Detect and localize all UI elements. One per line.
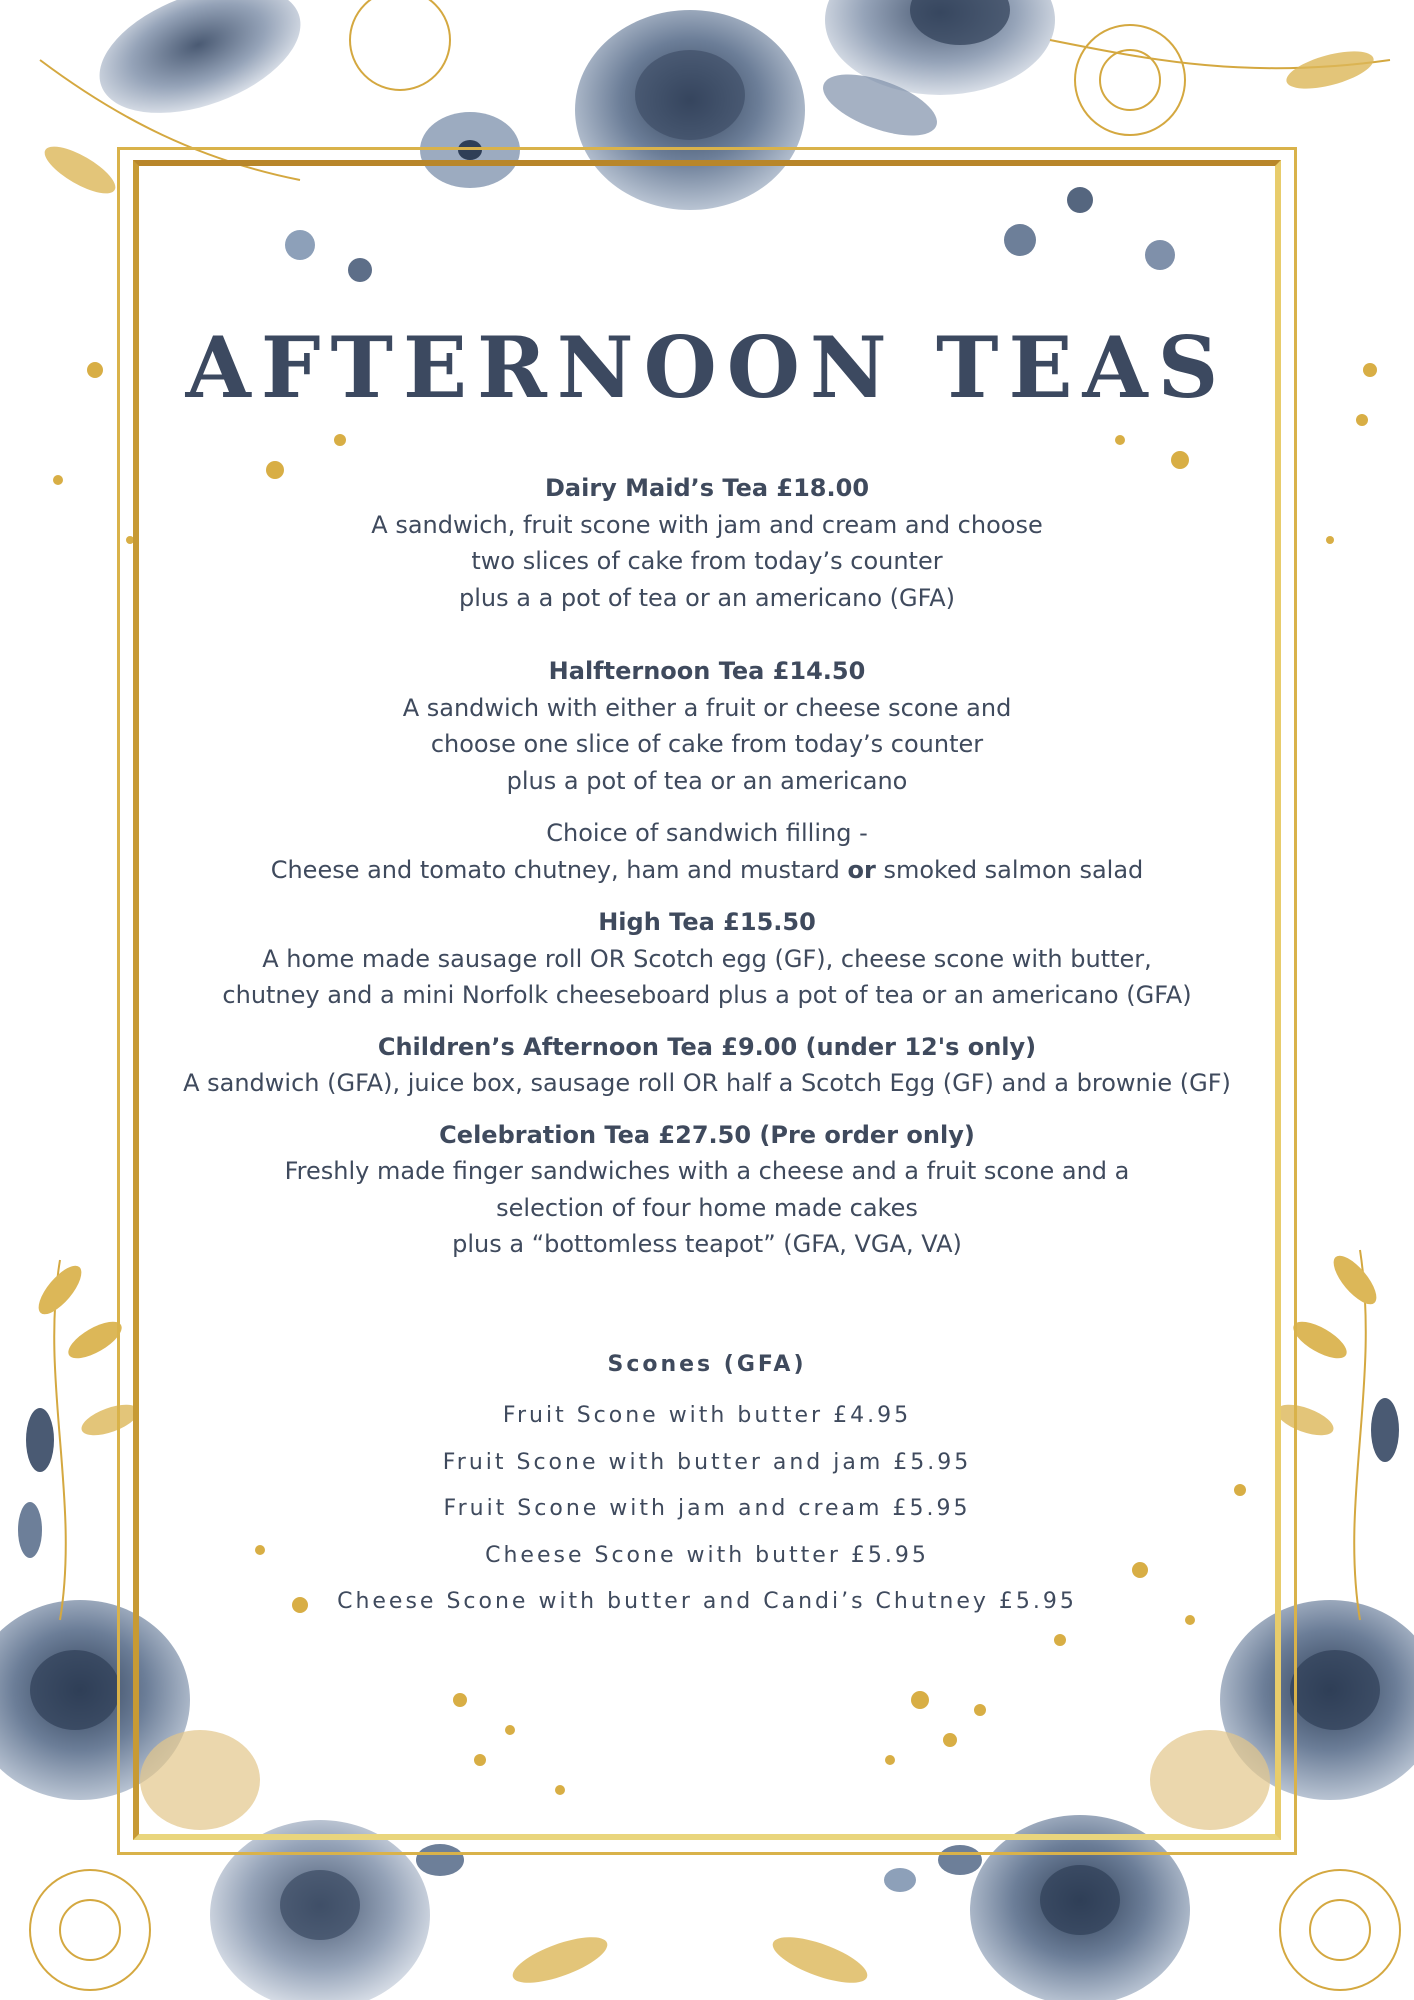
scone-price-line: Cheese Scone with butter £5.95 xyxy=(485,1542,929,1568)
scone-price-line: Fruit Scone with butter £4.95 xyxy=(502,1403,912,1428)
sandwich-filling-heading: Choice of sandwich filling - xyxy=(546,819,868,847)
item-description-line: plus a pot of tea or an americano xyxy=(506,766,908,795)
item-description-line: selection of four home made cakes xyxy=(496,1193,918,1222)
item-title: Children’s Afternoon Tea £9.00 (under 12's only) xyxy=(377,1032,1037,1061)
scone-price-line: Fruit Scone with butter and jam £5.95 xyxy=(442,1449,972,1475)
item-description-line: A sandwich, fruit scone with jam and cream and choose xyxy=(371,510,1043,539)
item-title: High Tea £15.50 xyxy=(598,908,816,936)
item-title: Dairy Maid’s Tea £18.00 xyxy=(544,474,870,502)
menu-item-celebration-tea xyxy=(150,1117,1264,1263)
scones-heading: Scones (GFA) xyxy=(607,1352,807,1377)
item-title: Halfternoon Tea £14.50 xyxy=(548,657,866,685)
menu-item-childrens-tea xyxy=(150,1029,1264,1102)
menu-item-halfternoon-tea xyxy=(150,653,1264,888)
item-description-line: chutney and a mini Norfolk cheeseboard plus a pot of tea or an americano (GFA) xyxy=(222,981,1192,1009)
item-description-line: A home made sausage roll OR Scotch egg (GF), cheese scone with butter, xyxy=(262,944,1152,973)
item-description-line: plus a “bottomless teapot” (GFA, VGA, VA) xyxy=(452,1230,962,1258)
page-title: AFTERNOON TEAS xyxy=(185,318,1229,417)
item-description-line: Freshly made finger sandwiches with a cheese and a fruit scone and a xyxy=(284,1157,1130,1185)
item-description-line: two slices of cake from today’s counter xyxy=(471,547,943,575)
filling-options-or: or xyxy=(847,855,876,884)
scones-section xyxy=(150,1352,1264,1626)
scone-price-line: Cheese Scone with butter and Candi’s Chutney £5.95 xyxy=(337,1589,1077,1614)
item-description-line: choose one slice of cake from today’s counter xyxy=(430,730,984,758)
filling-options-part: smoked salmon salad xyxy=(875,855,1144,884)
sandwich-filling-options xyxy=(150,852,1264,889)
scone-price-line: Fruit Scone with jam and cream £5.95 xyxy=(443,1496,971,1521)
item-description-line: A sandwich with either a fruit or cheese scone and xyxy=(402,693,1012,722)
filling-options-part: Cheese and tomato chutney, ham and mustard xyxy=(270,855,848,884)
item-description-line: plus a a pot of tea or an americano (GFA) xyxy=(458,583,956,612)
afternoon-tea-list xyxy=(150,470,1264,1263)
menu-item-high-tea xyxy=(150,904,1264,1014)
menu-item-dairy-maids-tea xyxy=(150,470,1264,616)
item-title: Celebration Tea £27.50 (Pre order only) xyxy=(439,1120,975,1149)
item-description-line: A sandwich (GFA), juice box, sausage roll OR half a Scotch Egg (GF) and a brownie (GF) xyxy=(183,1069,1231,1097)
